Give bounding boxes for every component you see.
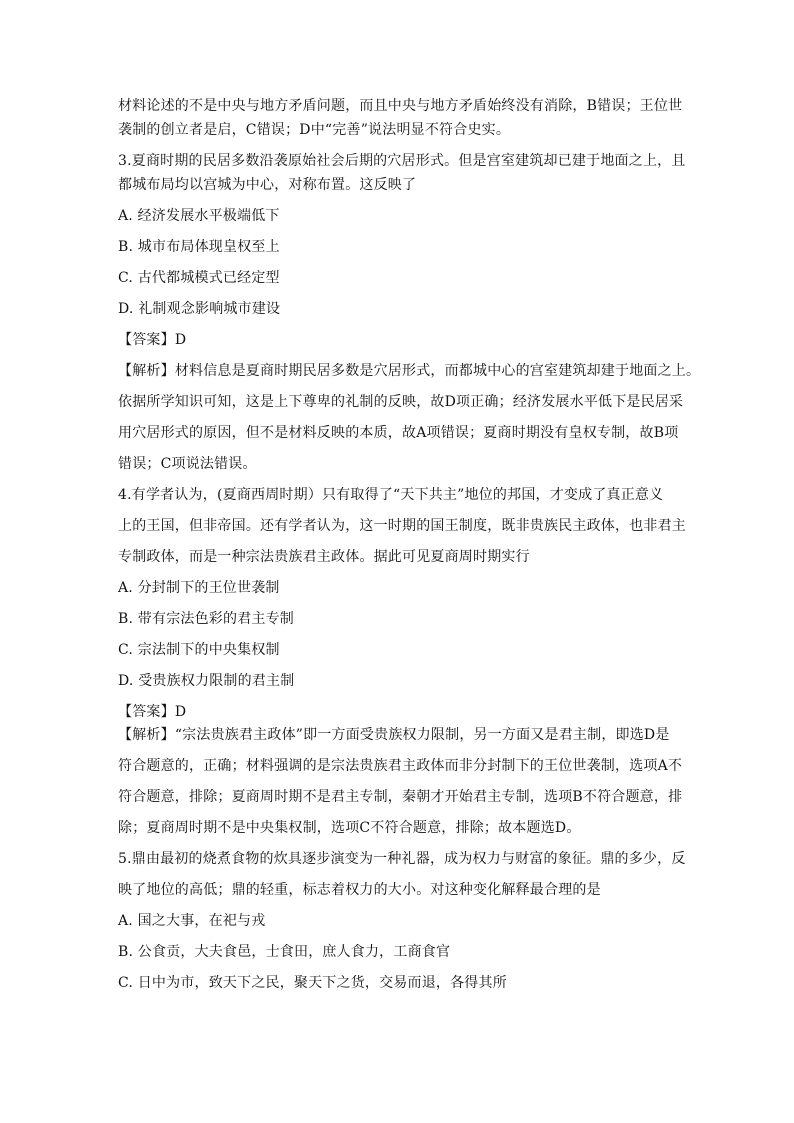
analysis-line: 符合题意的，正确；材料强调的是宗法贵族君主政体而非分封制下的王位世袭制，选项A不	[118, 758, 683, 774]
analysis-text: “宗法贵族君主政体”即一方面受贵族权力限制，另一方面又是君主制，即选D是	[174, 727, 670, 743]
analysis-line: 符合题意，排除；夏商周时期不是君主专制，秦朝才开始君主专制，选项B不符合题意，排	[118, 789, 683, 805]
question-stem-line: 3.夏商时期的民居多数沿袭原始社会后期的穴居形式。但是宫室建筑却已建于地面之上，且	[118, 153, 686, 169]
question-3	[118, 150, 701, 476]
analysis-line: 依据所学知识可知，这是上下尊卑的礼制的反映，故D项正确；经济发展水平低下是民居采	[118, 393, 684, 410]
answer-tag: 【答案】	[118, 331, 175, 348]
question-stem-line: 映了地位的高低；鼎的轻重，标志着权力的大小。对这种变化解释最合理的是	[118, 882, 601, 898]
option-b: B. 带有宗法色彩的君主专制	[118, 610, 294, 627]
option-b: B. 城市布局体现皇权至上	[118, 238, 280, 255]
question-stem-line: 都城布局均以宫城为中心，对称布置。这反映了	[118, 176, 417, 193]
analysis-tag: 【解析】	[118, 362, 175, 379]
option-c: C. 日中为市，致天下之民，聚天下之货，交易而退，各得其所	[118, 975, 507, 991]
text-line: 材料论述的不是中央与地方矛盾问题，而且中央与地方矛盾始终没有消除，B错误；王位世	[118, 98, 683, 114]
question-stem-line: 专制政体，而是一种宗法贵族君主政体。据此可见夏商周时期实行	[118, 548, 530, 565]
question-4	[118, 484, 686, 841]
option-b: B. 公食贡，大夫食邑，士食田，庶人食力，工商食官	[118, 944, 451, 960]
option-a: A. 国之大事，在祀与戎	[118, 913, 266, 929]
intro-paragraph	[118, 95, 683, 142]
analysis-line: 用穴居形式的原因，但不是材料反映的本质，故A项错误；夏商时期没有皇权专制，故B项	[118, 424, 679, 441]
answer-tag: 【答案】	[118, 703, 175, 720]
answer-line	[118, 701, 678, 725]
option-d: D. 受贵族权力限制的君主制	[118, 672, 295, 689]
option-c: C. 古代都城模式已经定型	[118, 269, 280, 286]
analysis-line	[118, 724, 678, 748]
analysis-line: 错误；C项说法错误。	[118, 455, 257, 472]
analysis-line	[118, 360, 701, 384]
answer-line	[118, 329, 678, 353]
option-c: C. 宗法制下的中央集权制	[118, 641, 280, 658]
answer-value: D	[174, 331, 187, 348]
option-a: A. 分封制下的王位世袭制	[118, 579, 280, 596]
question-stem-line: 5.鼎由最初的烧煮食物的炊具逐步演变为一种礼器，成为权力与财富的象征。鼎的多少，反	[118, 851, 686, 867]
question-stem-line: 4.有学者认为，(夏商西周时期）只有取得了“天下共主”地位的邦国，才变成了真正意义	[118, 486, 664, 503]
option-a: A. 经济发展水平极端低下	[118, 207, 280, 224]
text-line: 袭制的创立者是启，C错误；D中“完善”说法明显不符合史实。	[118, 121, 511, 138]
option-d: D. 礼制观念影响城市建设	[118, 300, 281, 317]
analysis-text: 材料信息是夏商时期民居多数是穴居形式，而都城中心的宫室建筑却建于地面之上。	[174, 362, 701, 379]
analysis-line: 除；夏商周时期不是中央集权制，选项C不符合题意，排除；故本题选D。	[118, 820, 581, 836]
question-5	[118, 848, 686, 996]
analysis-tag: 【解析】	[118, 727, 175, 743]
document-page	[118, 95, 701, 996]
question-stem-line: 上的王国，但非帝国。还有学者认为，这一时期的国王制度，既非贵族民主政体，也非君主	[118, 517, 686, 534]
answer-value: D	[174, 703, 187, 720]
